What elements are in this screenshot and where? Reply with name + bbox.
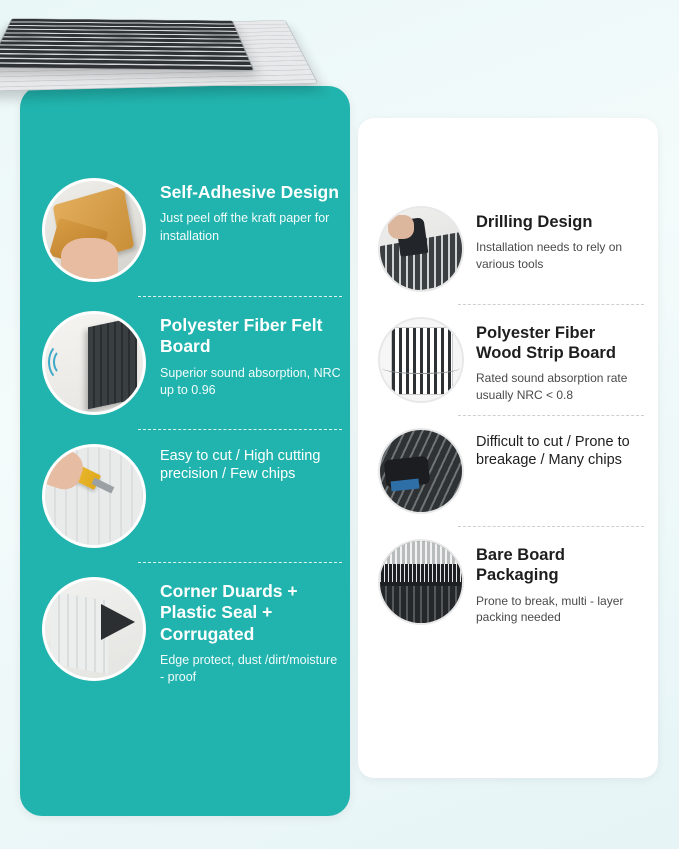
list-item [378, 428, 644, 514]
divider [138, 296, 342, 297]
felt-board-soundwave-icon [42, 311, 146, 415]
dark-slat-wood-panel-hero-icon [0, 0, 242, 84]
feature-title: Self-Adhesive Design [160, 182, 339, 202]
divider [138, 429, 342, 430]
list-item [378, 206, 644, 292]
peel-kraft-paper-icon [42, 178, 146, 282]
saw-breakage-icon [378, 428, 464, 514]
feature-title: Polyester Fiber Wood Strip Board [476, 324, 616, 363]
feature-body: Superior sound absorption, NRC up to 0.96 [160, 365, 341, 397]
power-drill-icon [378, 206, 464, 292]
feature-title: Bare Board Packaging [476, 546, 565, 585]
feature-title: Drilling Design [476, 213, 593, 231]
right-feature-list [378, 206, 644, 626]
feature-title: Easy to cut / High cutting precision / Few chips [160, 448, 321, 482]
list-item [378, 539, 644, 625]
list-item [42, 577, 342, 687]
list-item [378, 317, 644, 403]
feature-body: Edge protect, dust /dirt/moisture - proof [160, 653, 338, 685]
list-item [42, 178, 342, 282]
divider [458, 415, 644, 416]
list-item [42, 444, 342, 548]
left-feature-list [42, 178, 342, 687]
feature-body: Prone to break, multi - layer packing needed [476, 593, 624, 625]
bare-board-packaging-icon [378, 539, 464, 625]
divider [138, 562, 342, 563]
feature-title: Corner Duards + Plastic Seal + Corrugated [160, 581, 298, 644]
feature-body: Just peel off the kraft paper for installation [160, 211, 330, 243]
wood-strip-board-icon [378, 317, 464, 403]
utility-knife-cutting-icon [42, 444, 146, 548]
feature-title: Difficult to cut / Prone to breakage / Many chips [476, 434, 630, 469]
divider [458, 526, 644, 527]
divider [458, 304, 644, 305]
list-item [42, 311, 342, 415]
feature-title: Polyester Fiber Felt Board [160, 315, 323, 357]
corner-guard-icon [42, 577, 146, 681]
feature-body: Installation needs to rely on various tools [476, 240, 623, 271]
feature-body: Rated sound absorption rate usually NRC < 0.8 [476, 371, 628, 402]
